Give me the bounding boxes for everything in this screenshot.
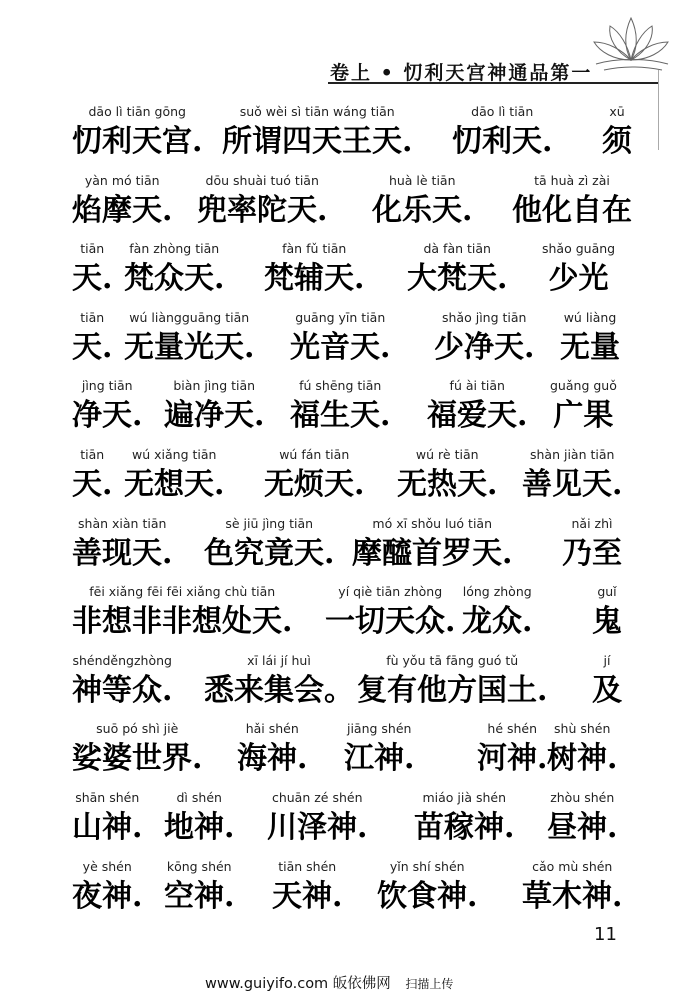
hanzi: 川泽神. <box>267 809 368 845</box>
word-group <box>372 171 472 231</box>
pinyin: wú liàngguāng tiān <box>129 309 250 325</box>
hanzi: 化乐天. <box>372 192 473 228</box>
word-group <box>164 857 234 917</box>
hanzi: 草木神. <box>522 878 623 914</box>
pinyin: wú xiǎng tiān <box>132 446 217 462</box>
hanzi: 昼神. <box>547 809 618 845</box>
pinyin: shénděngzhòng <box>72 652 172 668</box>
pinyin: guāng yīn tiān <box>295 309 386 325</box>
pinyin: tiān <box>80 241 105 257</box>
hanzi: 梵众天. <box>124 261 225 297</box>
pinyin: fú shēng tiān <box>299 378 382 394</box>
hanzi: 福生天. <box>290 398 391 434</box>
word-group <box>427 376 527 436</box>
word-group <box>264 239 364 299</box>
word-group <box>272 857 342 917</box>
hanzi: 摩醯首罗天. <box>352 535 513 571</box>
word-group <box>264 445 364 505</box>
word-group <box>124 239 224 299</box>
pinyin: tā huà zì zài <box>534 172 610 188</box>
hanzi: 天. <box>72 261 113 297</box>
pinyin: miáo jià shén <box>422 789 506 805</box>
hanzi: 遍净天. <box>164 398 265 434</box>
word-group <box>522 857 622 917</box>
pinyin: dì shén <box>176 789 222 805</box>
hanzi: 一切天众. <box>325 604 456 640</box>
hanzi: 大梵天. <box>407 261 508 297</box>
hanzi: 梵辅天. <box>264 261 365 297</box>
text-line <box>72 445 632 514</box>
word-group <box>204 651 354 711</box>
pinyin: mó xī shǒu luó tiān <box>372 515 493 531</box>
hanzi: 光音天. <box>290 329 391 365</box>
hanzi: 非想非非想处天. <box>72 604 293 640</box>
footer-site: www.guiyifo.com 皈依佛网 <box>205 976 391 992</box>
word-group <box>290 376 390 436</box>
hanzi: 无热天. <box>397 466 498 502</box>
text-line <box>72 514 632 583</box>
word-group <box>414 788 514 848</box>
hanzi: 乃至 <box>562 535 622 571</box>
word-group <box>72 857 142 917</box>
pinyin: suō pó shì jiè <box>96 721 179 737</box>
hanzi: 地神. <box>164 809 235 845</box>
text-line <box>72 788 632 857</box>
pinyin: guǐ <box>597 584 617 600</box>
margin-rule <box>658 70 659 150</box>
text-line <box>72 651 632 720</box>
pinyin: zhòu shén <box>550 789 615 805</box>
text-line <box>72 857 632 926</box>
word-group <box>204 514 334 574</box>
hanzi: 复有他方国土. <box>357 672 548 708</box>
pinyin: sè jiū jìng tiān <box>225 515 314 531</box>
header-divider <box>328 82 658 84</box>
pinyin: wú rè tiān <box>415 446 479 462</box>
pinyin: jí <box>603 652 611 668</box>
pinyin: yè shén <box>82 858 132 874</box>
hanzi: 焰摩天. <box>72 192 173 228</box>
hanzi: 色究竟天. <box>204 535 335 571</box>
footer <box>205 972 453 993</box>
pinyin: fú ài tiān <box>449 378 505 394</box>
pinyin: dāo lì tiān gōng <box>88 104 186 119</box>
pinyin: xī lái jí huì <box>247 652 311 668</box>
pinyin: suǒ wèi sì tiān wáng tiān <box>239 104 395 119</box>
word-group <box>72 239 112 299</box>
pinyin: dōu shuài tuó tiān <box>205 172 319 188</box>
lotus-icon <box>586 8 676 78</box>
pinyin: shàn jiàn tiān <box>530 446 615 462</box>
word-group <box>592 651 622 711</box>
pinyin: biàn jìng tiān <box>173 378 256 394</box>
pinyin: tiān <box>80 446 105 462</box>
hanzi: 江神. <box>344 741 415 777</box>
hanzi: 河神. <box>477 741 548 777</box>
hanzi: 所谓四天王天. <box>222 124 413 159</box>
word-group <box>222 102 412 162</box>
word-group <box>547 788 617 848</box>
pinyin: shǎo guāng <box>542 241 616 257</box>
pinyin: fàn fǔ tiān <box>282 241 347 257</box>
word-group <box>124 445 224 505</box>
hanzi: 及 <box>592 672 622 708</box>
pinyin: kōng shén <box>166 858 232 874</box>
hanzi: 天. <box>72 329 113 365</box>
hanzi: 鬼 <box>592 604 622 640</box>
word-group <box>72 514 172 574</box>
pinyin: lóng zhòng <box>462 584 532 600</box>
hanzi: 无烦天. <box>264 466 365 502</box>
hanzi: 天神. <box>272 878 343 914</box>
word-group <box>352 514 512 574</box>
hanzi: 夜神. <box>72 878 143 914</box>
hanzi: 他化自在 <box>512 192 632 228</box>
pinyin: yàn mó tiān <box>84 172 160 188</box>
hanzi: 无想天. <box>124 466 225 502</box>
hanzi: 树神. <box>547 741 618 777</box>
word-group <box>72 719 202 779</box>
text-line <box>72 719 632 788</box>
word-group <box>72 102 202 162</box>
text-line <box>72 376 632 445</box>
word-group <box>550 376 617 436</box>
word-group <box>72 788 142 848</box>
word-group <box>562 514 622 574</box>
hanzi: 善现天. <box>72 535 173 571</box>
word-group <box>512 171 632 231</box>
pinyin: guǎng guǒ <box>550 378 617 394</box>
pinyin: fàn zhòng tiān <box>129 241 220 257</box>
pinyin: shǎo jìng tiān <box>442 309 527 325</box>
page-number: 11 <box>594 924 617 945</box>
pinyin: shān shén <box>75 789 140 805</box>
hanzi: 忉利天宫. <box>72 124 203 159</box>
word-group <box>452 102 552 162</box>
footer-note: 扫描上传 <box>405 977 454 991</box>
word-group <box>72 376 142 436</box>
chapter-header: 卷上 • 忉利天宫神通品第一 <box>330 62 593 84</box>
hanzi: 净天. <box>72 398 143 434</box>
word-group <box>344 719 414 779</box>
hanzi: 无量光天. <box>124 329 255 365</box>
hanzi: 海神. <box>237 741 308 777</box>
word-group <box>602 102 632 162</box>
word-group <box>164 788 234 848</box>
word-group <box>197 171 327 231</box>
hanzi: 龙众. <box>462 604 533 640</box>
word-group <box>72 651 172 711</box>
hanzi: 广果 <box>553 398 614 434</box>
text-line <box>72 102 632 171</box>
hanzi: 善见天. <box>522 466 623 502</box>
word-group <box>547 719 617 779</box>
pinyin: nǎi zhì <box>571 515 613 531</box>
word-group <box>267 788 367 848</box>
pinyin: cǎo mù shén <box>532 858 613 874</box>
pinyin: wú liàng <box>563 309 617 325</box>
hanzi: 忉利天. <box>452 124 553 159</box>
pinyin: yǐn shí shén <box>389 858 465 874</box>
pinyin: chuān zé shén <box>271 789 363 805</box>
word-group <box>164 376 264 436</box>
word-group <box>462 582 532 642</box>
hanzi: 少净天. <box>434 329 535 365</box>
text-line <box>72 239 632 308</box>
hanzi: 兜率陀天. <box>197 192 328 228</box>
pinyin: shàn xiàn tiān <box>78 515 167 531</box>
pinyin: tiān shén <box>278 858 337 874</box>
pinyin: hé shén <box>487 721 538 737</box>
pinyin: wú fán tiān <box>279 446 350 462</box>
word-group <box>397 445 497 505</box>
hanzi: 天. <box>72 466 113 502</box>
scripture-body <box>72 102 632 925</box>
text-line <box>72 308 632 377</box>
pinyin: jìng tiān <box>81 378 133 394</box>
hanzi: 饮食神. <box>377 878 478 914</box>
word-group <box>290 308 390 368</box>
hanzi: 须 <box>602 124 632 159</box>
word-group <box>237 719 307 779</box>
pinyin: fù yǒu tā fāng guó tǔ <box>386 652 519 668</box>
word-group <box>72 582 292 642</box>
hanzi: 娑婆世界. <box>72 741 203 777</box>
hanzi: 苗稼神. <box>414 809 515 845</box>
word-group <box>377 857 477 917</box>
word-group <box>477 719 547 779</box>
hanzi: 神等众. <box>72 672 173 708</box>
pinyin: xū <box>609 104 625 119</box>
word-group <box>542 239 615 299</box>
word-group <box>522 445 622 505</box>
word-group <box>124 308 254 368</box>
pinyin: tiān <box>80 309 105 325</box>
hanzi: 无量 <box>560 329 620 365</box>
pinyin: dāo lì tiān <box>471 104 534 119</box>
pinyin: huà lè tiān <box>388 172 456 188</box>
text-line <box>72 582 632 651</box>
pinyin: fēi xiǎng fēi fēi xiǎng chù tiān <box>89 584 276 600</box>
hanzi: 悉来集会。 <box>204 672 354 708</box>
hanzi: 少光 <box>548 261 609 297</box>
word-group <box>357 651 547 711</box>
pinyin: hǎi shén <box>245 721 299 737</box>
pinyin: dà fàn tiān <box>423 241 491 257</box>
text-line <box>72 171 632 240</box>
hanzi: 空神. <box>164 878 235 914</box>
pinyin: yí qiè tiān zhòng <box>338 584 443 600</box>
word-group <box>434 308 534 368</box>
word-group <box>407 239 507 299</box>
pinyin: shù shén <box>554 721 611 737</box>
hanzi: 山神. <box>72 809 143 845</box>
word-group <box>72 171 172 231</box>
word-group <box>72 308 112 368</box>
word-group <box>325 582 455 642</box>
word-group <box>72 445 112 505</box>
pinyin: jiāng shén <box>346 721 412 737</box>
word-group <box>560 308 620 368</box>
word-group <box>592 582 622 642</box>
hanzi: 福爱天. <box>427 398 528 434</box>
